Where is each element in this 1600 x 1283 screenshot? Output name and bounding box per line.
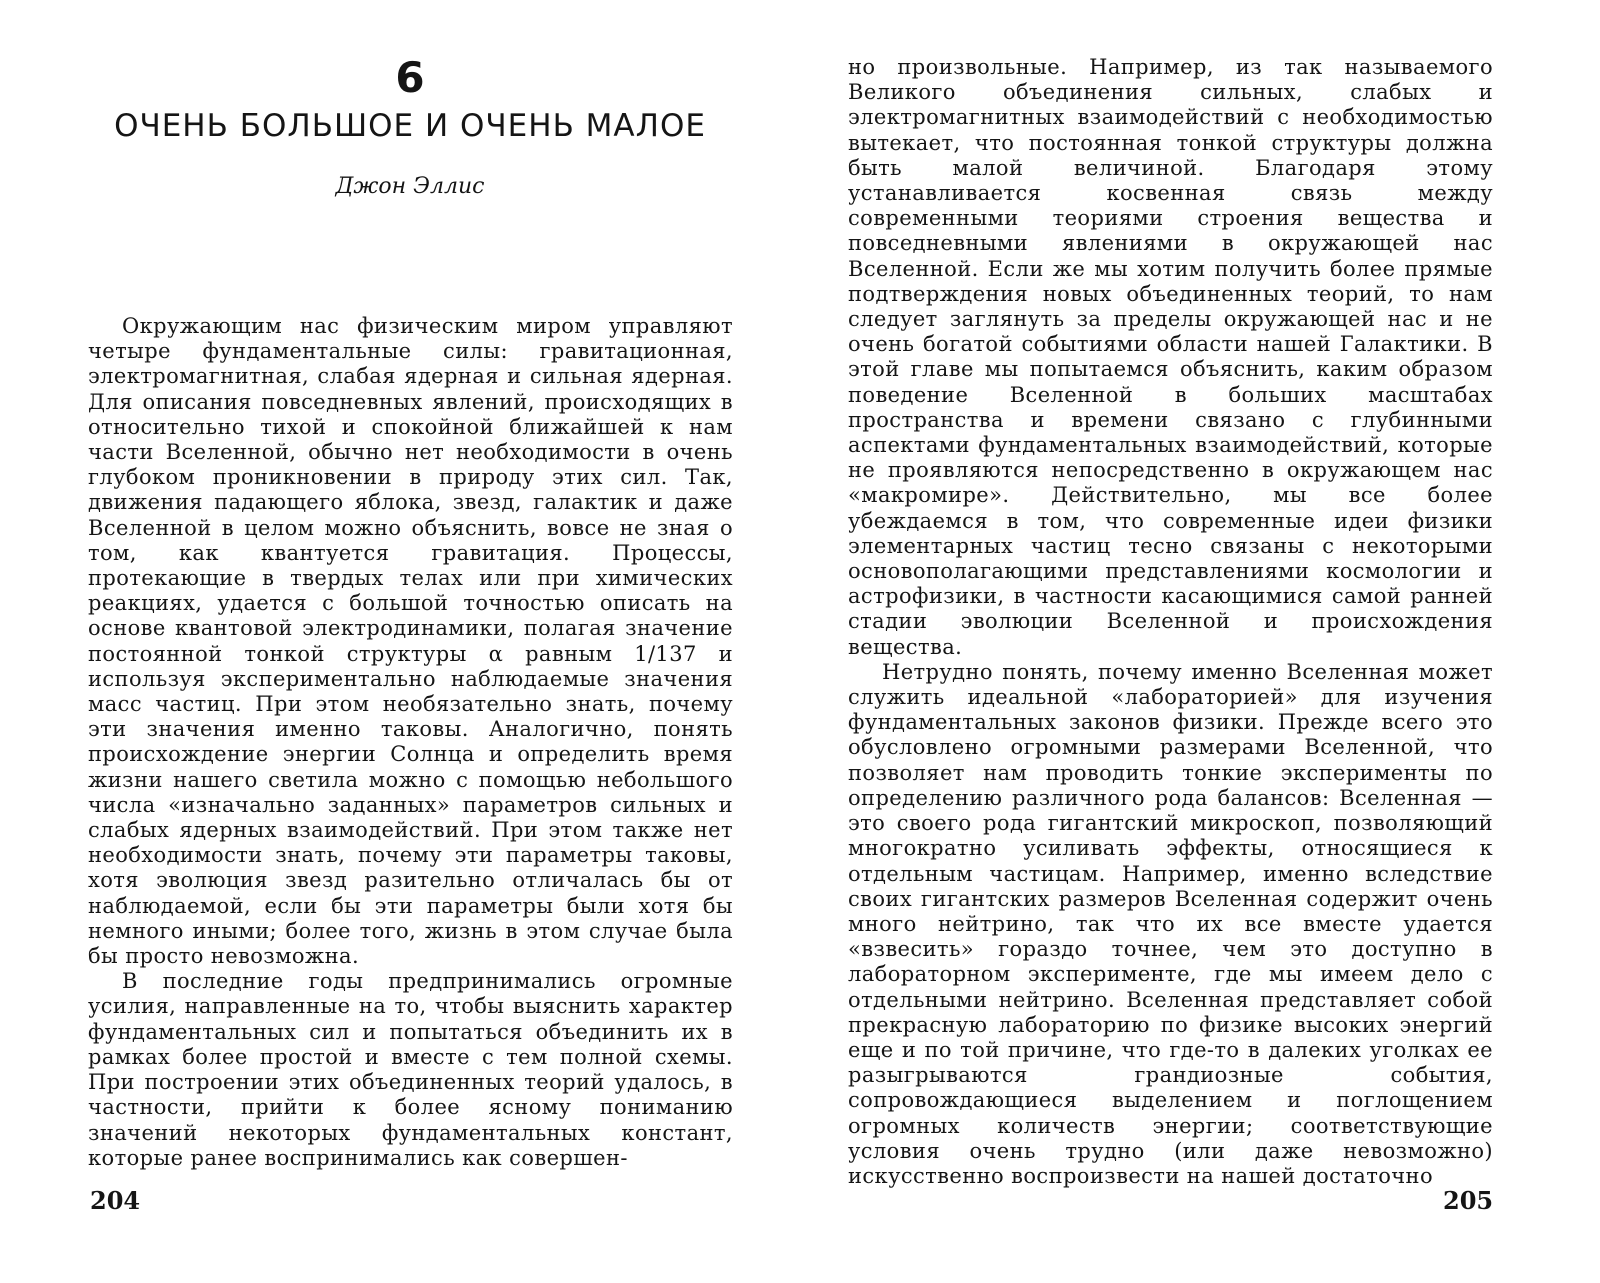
paragraph: В последние годы предпринимались огромные усилия, направленные на то, чтобы выяснить характер фундаментальных сил и попытаться объединить их в рамках более простой и вместе с тем полной схемы. При построении этих объединенных теорий удалось, в частности, прийти к более ясному пониманию значений некоторых фундаментальных констант, которые ранее воспринимались как совершен- [88,969,733,1170]
paragraph: Окружающим нас физическим миром управляют четыре фундаментальные силы: гравитационная, электромагнитная, слабая ядерная и сильная ядерная. Для описания повседневных явлений, происходящих в относительно тихой и спокойной ближайшей к нам части Вселенной, обычно нет необходимости в очень глубоком проникновении в природу этих сил. Так, движения падающего яблока, звезд, галактик и даже Вселенной в целом можно объяснить, вовсе не зная о том, как квантуется гравитация. Процессы, протекающие в твердых телах или при химических реакциях, удается с большой точностью описать на основе квантовой электродинамики, полагая значение постоянной тонкой структуры α равным 1/137 и используя экспериментально наблюдаемые значения масс частиц. При этом необязательно знать, почему эти значения именно таковы. Аналогично, понять происхождение энергии Солнца и определить время жизни нашего светила можно с помощью небольшого числа «изначально заданных» параметров сильных и слабых ядерных взаимодействий. При этом также нет необходимости знать, почему эти параметры таковы, хотя эволюция звезд разительно отличалась бы от наблюдаемой, если бы эти параметры были хотя бы немного иными; более того, жизнь в этом случае была бы просто невозможна. [88,314,733,969]
right-page [800,0,1600,1283]
paragraph: но произвольные. Например, из так называемого Великого объединения сильных, слабых и электромагнитных взаимодействий с необходимостью вытекает, что постоянная тонкой структуры должна быть малой величиной. Благодаря этому устанавливается косвенная связь между современными теориями строения вещества и повседневными явлениями в окружающей нас Вселенной. Если же мы хотим получить более прямые подтверждения новых объединенных теорий, то нам следует заглянуть за пределы окружающей нас и не очень богатой событиями области нашей Галактики. В этой главе мы попытаемся объяснить, каким образом поведение Вселенной в больших масштабах пространства и времени связано с глубинными аспектами фундаментальных взаимодействий, которые не проявляются непосредственно в окружающем нас «макромире». Действительно, мы все более убеждаемся в том, что современные идеи физики элементарных частиц тесно связаны с некоторыми основополагающими представлениями космологии и астрофизики, в частности касающимися самой ранней стадии эволюции Вселенной и происхождения вещества. [848,55,1493,659]
page-number: 205 [1443,1186,1494,1215]
chapter-author: Джон Эллис [335,174,485,199]
chapter-title: ОЧЕНЬ БОЛЬШОЕ И ОЧЕНЬ МАЛОЕ [114,108,706,144]
right-page-text [848,55,1493,1189]
left-page-text [88,314,733,1171]
paragraph: Нетрудно понять, почему именно Вселенная может служить идеальной «лабораторией» для изучения фундаментальных законов физики. Прежде всего это обусловлено огромными размерами Вселенной, что позволяет нам проводить тонкие эксперименты по определению различного рода балансов: Вселенная — это своего рода гигантский микроскоп, позволяющий многократно усиливать эффекты, относящиеся к отдельным частицам. Например, именно вследствие своих гигантских размеров Вселенная содержит очень много нейтрино, так что их все вместе удается «взвесить» гораздо точнее, чем это доступно в лабораторном эксперименте, где мы имеем дело с отдельными нейтрино. Вселенная представляет собой прекрасную лабораторию по физике высоких энергий еще и по той причине, что где-то в далеких уголках ее разыгрываются грандиозные события, сопровождающиеся выделением и поглощением огромных количеств энергии; соответствующие условия очень трудно (или даже невозможно) искусственно воспроизвести на нашей достаточно [848,659,1493,1188]
page-number: 204 [90,1186,141,1215]
chapter-number: 6 [395,53,425,102]
